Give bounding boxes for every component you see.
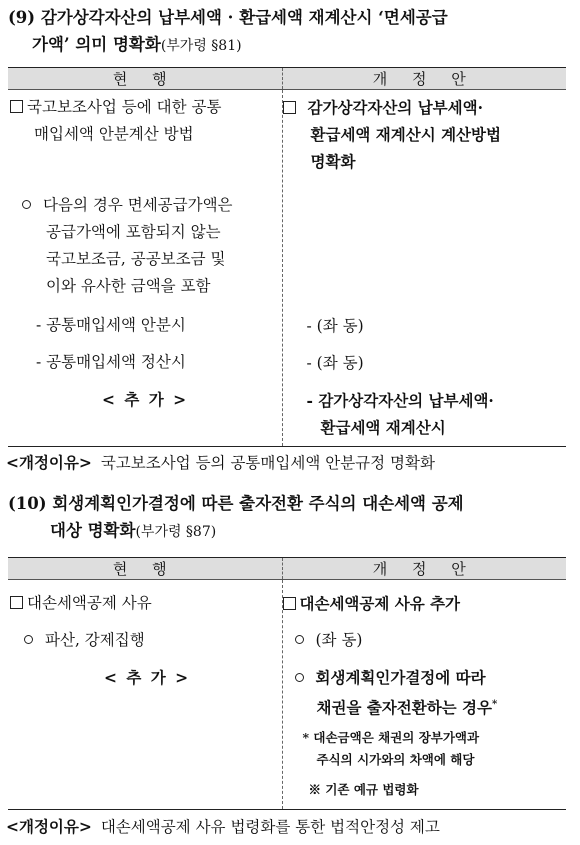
section9-reason-text: 국고보조사업 등의 공통매입세액 안분규정 명확화 [100, 454, 435, 472]
section9-title-line2: 가액’ 의미 명확화 [32, 35, 161, 54]
section10-right-item1: 대손세액공제 사유 추가 [299, 594, 461, 613]
section10-right-note1-l2: 주식의 시가와의 차액에 해당 [316, 752, 475, 768]
section10-title-line1: (10) 회생계획인가결정에 따른 출자전환 주식의 대손세액 공제 [8, 494, 464, 513]
section9-right-dash1: - (좌 동) [306, 317, 364, 335]
checkbox-square-icon [10, 596, 23, 609]
section10-right-note1: * 대손금액은 채권의 장부가액과 [302, 730, 480, 746]
section9-header-current: 현 행 [8, 68, 282, 90]
circle-bullet-icon [295, 635, 304, 644]
section9-right-item1-l3: 명확화 [310, 152, 356, 171]
section9-title [8, 4, 570, 60]
section10-left-item1: 대손세액공제 사유 [27, 594, 152, 612]
section9-revised-cell [282, 90, 566, 447]
section9-right-dash3: - 감가상각자산의 납부세액· [306, 391, 494, 410]
section10-header-current: 현 행 [8, 558, 282, 580]
section10-title-line2: 대상 명확화 [50, 521, 136, 540]
section9-left-dash2: - 공통매입세액 정산시 [36, 353, 186, 371]
section9-current-cell [8, 90, 282, 447]
section9-right-dash3-l2: 환급세액 재계산시 [320, 418, 446, 437]
checkbox-square-icon [10, 100, 23, 113]
section10-reason-label: <개정이유> [6, 817, 92, 836]
section10-comparison-table [8, 557, 566, 810]
section10-revised-cell [282, 580, 566, 810]
circle-bullet-icon [24, 635, 33, 644]
section9-header-revised: 개 정 안 [282, 68, 566, 90]
section10-title [8, 490, 570, 546]
section9-left-item2-l2: 공급가액에 포함되지 않는 [46, 223, 221, 241]
footnote-mark: * [492, 699, 498, 710]
section9-comparison-table [8, 67, 566, 447]
section10-reason [6, 815, 440, 839]
circle-bullet-icon [295, 673, 304, 682]
section9-left-add: < 추 가 > [102, 390, 187, 409]
section9-right-dash2: - (좌 동) [306, 354, 364, 372]
section9-ref: (부가령 §81) [160, 38, 242, 54]
section10-ref: (부가령 §87) [135, 524, 217, 540]
section9-left-item2-l3: 국고보조금, 공공보조금 및 [46, 250, 226, 268]
section9-left-item2: 다음의 경우 면세공급가액은 [43, 196, 233, 214]
circle-bullet-icon [22, 200, 31, 209]
section9-left-item2-l4: 이와 유사한 금액을 포함 [46, 277, 211, 295]
section10-left-item2: 파산, 강제집행 [45, 631, 145, 649]
section9-left-item1: 국고보조사업 등에 대한 공통 [27, 98, 222, 116]
section9-reason-label: <개정이유> [6, 453, 92, 472]
section10-left-add: < 추 가 > [104, 668, 189, 687]
section9-title-line1: (9) 감가상각자산의 납부세액 · 환급세액 재계산시 ‘면세공급 [8, 8, 448, 27]
section10-reason-text: 대손세액공제 사유 법령화를 통한 법적안정성 제고 [100, 818, 440, 836]
section10-right-item3-l2: 채권을 출자전환하는 경우 [316, 698, 492, 718]
checkbox-square-icon [283, 101, 296, 114]
section9-left-dash1: - 공통매입세액 안분시 [36, 316, 186, 334]
section10-right-item3: 회생계획인가결정에 따라 [315, 668, 486, 687]
section10-right-note2: ※ 기존 예규 법령화 [308, 782, 419, 798]
section9-right-item1: 감가상각자산의 납부세액· [307, 98, 483, 117]
section10-right-item2: (좌 동) [315, 631, 363, 649]
checkbox-square-icon [283, 597, 296, 610]
section9-right-item1-l2: 환급세액 재계산시 계산방법 [310, 125, 501, 144]
section10-header-revised: 개 정 안 [282, 558, 566, 580]
section9-left-item1-cont: 매입세액 안분계산 방법 [34, 125, 194, 143]
section10-current-cell [8, 580, 282, 810]
section9-reason [6, 451, 435, 475]
